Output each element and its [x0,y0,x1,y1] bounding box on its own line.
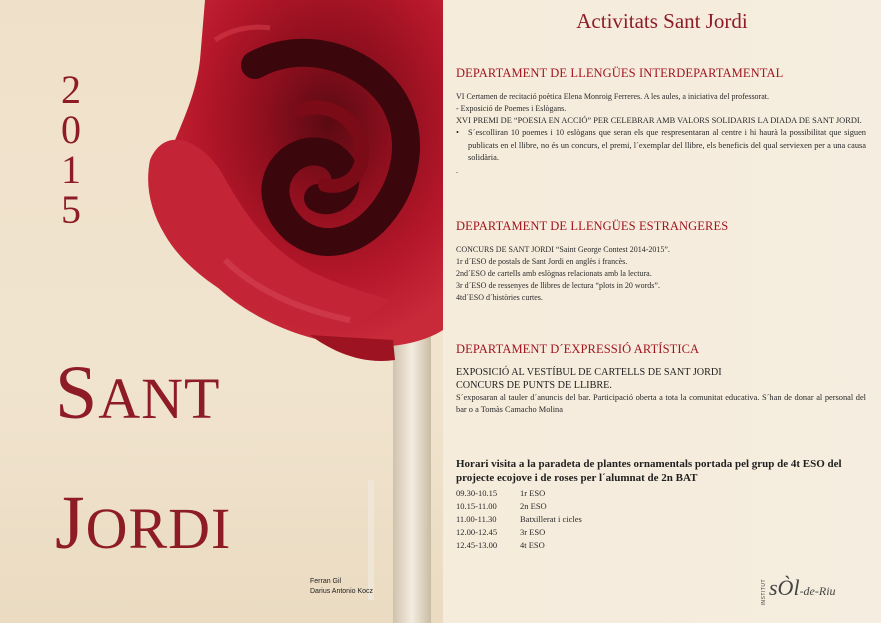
schedule-heading: Horari visita a la paradeta de plantes ornamentals portada pel grup de 4t ESO del projecte ecojove i de roses per l´alumnat de 2n BAT [456,458,842,484]
title-rest-ordi: ORDI [85,496,232,561]
credit-name: Darius Antonio Kocz [310,588,374,595]
section-line: CONCURS DE SANT JORDI “Saint George Contest 2014-2015”. [456,245,670,254]
schedule-group: 1r ESO [520,488,546,498]
section-bullet [456,127,866,165]
poster-year [58,67,84,232]
section-line: XVI PREMI DE “POESIA EN ACCIÓ” PER CELEBRAR AMB VALORS SOLIDARIS LA DIADA DE SANT JORDI. [456,116,862,125]
schedule-section [456,457,866,552]
schedule-time: 11.00-11.30 [456,514,497,524]
poster-credits [310,577,373,597]
schedule-table [456,487,866,552]
section-line: 3r d´ESO de ressenyes de llibres de lectura “plots in 20 words”. [456,281,660,290]
activities-heading: Activitats Sant Jordi [576,9,748,33]
section-text: S´exposaran al tauler d´anuncis del bar. Participació oberta a tota la comunitat educativa. S´han de donar al personal del bar o a Tomàs Camacho Molina [456,393,866,414]
year-digit: 1 [61,147,81,192]
poster-title-sant [55,351,221,437]
section-title: DEPARTAMENT DE LLENGÜES ESTRANGERES [456,219,729,233]
poster-title-jordi [55,481,232,567]
section-big-line: CONCURS DE PUNTS DE LLIBRE. [456,379,612,391]
schedule-group: 3r ESO [520,527,546,537]
schedule-group: 2n ESO [520,501,547,511]
section-line: 4td´ESO d´històries curtes. [456,293,543,302]
logo-name [769,575,836,601]
credit-name: Ferran Gil [310,578,342,585]
activities-panel [443,0,881,623]
title-rest-ant: ANT [98,366,221,431]
institut-logo [761,575,871,605]
bullet-dot: • [456,128,459,137]
section-llengues-estrangeres [456,219,866,304]
schedule-row [456,539,866,552]
section-title: DEPARTAMENT D´EXPRESSIÓ ARTÍSTICA [456,342,700,356]
section-expressio-artistica [456,342,866,416]
bullet-text: S´escolliran 10 poemes i 10 eslògans que seran els que respresentaran al centre i hi haurà la possibilitat que siguen publicats en el llibre, no és un concurs, el premi, l´exemplar del llibre, els beneficis del qual serviexen per a una causa solidària. [468,128,866,162]
section-line: - Exposició de Poemes i Eslògans. [456,104,567,113]
logo-name-rest: -de-Riu [799,584,836,598]
year-digit: 0 [61,107,81,152]
section-line: VI Certamen de recitació poètica Elena Monroig Ferreres. A les aules, a iniciativa del professorat. [456,92,769,101]
schedule-row [456,487,866,500]
schedule-row [456,500,866,513]
schedule-row [456,513,866,526]
section-interdepartamental [456,66,866,177]
section-title: DEPARTAMENT DE LLENGÜES INTERDEPARTAMENTAL [456,66,784,80]
schedule-row [456,526,866,539]
schedule-group: 4t ESO [520,540,545,550]
schedule-time: 12.00-12.45 [456,527,498,537]
logo-vertical-text: INSTITUT [761,579,767,606]
schedule-time: 10.15-11.00 [456,501,497,511]
schedule-group: Batxillerat i cicles [520,514,582,524]
section-line: 2nd´ESO de cartells amb eslògnas relacionats amb la lectura. [456,269,652,278]
title-initial-s: S [55,351,99,435]
schedule-time: 09.30-10.15 [456,488,498,498]
year-digit: 5 [61,187,81,232]
schedule-time: 12.45-13.00 [456,540,498,550]
title-initial-j: J [55,481,86,565]
section-trailing: . [456,165,458,175]
section-line: 1r d´ESO de postals de Sant Jordi en anglès i francès. [456,257,628,266]
section-big-line: EXPOSICIÓ AL VESTÍBUL DE CARTELLS DE SANT JORDI [456,367,722,378]
logo-name-main: sÒl [769,575,800,600]
year-digit: 2 [61,67,81,112]
